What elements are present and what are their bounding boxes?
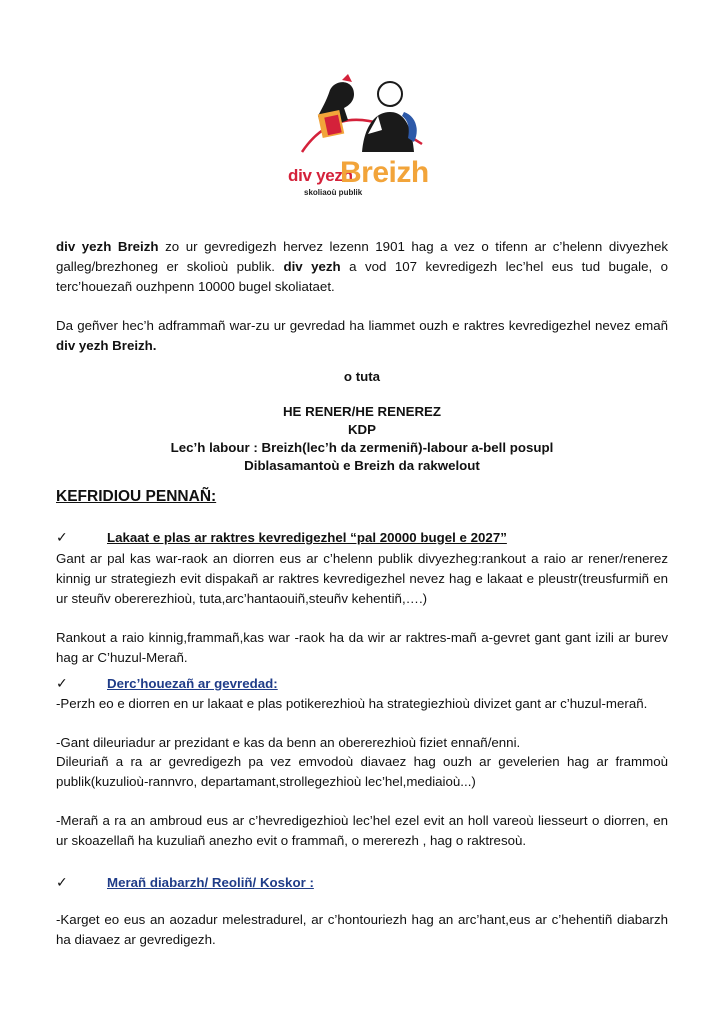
logo-brand-small: div yezh: [288, 166, 353, 185]
checkmark-icon: ✓: [56, 874, 68, 890]
mission-1-heading: Lakaat e plas ar raktres kevredigezhel “pal 20000 bugel e 2027”: [107, 530, 507, 545]
logo-brand-big: Breizh: [340, 156, 429, 189]
section-title: KEFRIDIOU PENNAÑ:: [56, 488, 217, 505]
div-yezh-logo: [282, 72, 442, 206]
mission-1-line-5: hag ar C’huzul-Merañ.: [56, 650, 188, 665]
job-title: HE RENER/HE RENEREZ: [282, 404, 442, 419]
intro-line-2: [56, 257, 668, 277]
mission-1-line-4: Rankout a raio kinnig,frammañ,kas war -raok ha da wir ar raktres-mañ a-gevret gant gant izili ar burev: [56, 630, 668, 645]
job-travel: Diblasamantoù e Breizh da rakwelout: [244, 458, 480, 473]
mission-3-heading: Merañ diabarzh/ Reoliñ/ Koskor :: [107, 875, 314, 890]
intro-text: a vod 107 kevredigezh lec’hel eus tud bugale, o: [340, 259, 669, 274]
mission-3-line-2: ha diavaez ar gevredigezh.: [56, 932, 216, 947]
mission-2-line-1: -Perzh eo e diorren en ur lakaat e plas potikerezhioù ha strategiezhioù divizet gant ar c’huzul-merañ.: [56, 696, 648, 711]
mission-1-line-3: ur steuñv obererezhioù, tuta,arc’hantaouiñ,steuñv kehentiñ,….): [56, 591, 428, 606]
org-name: div yezh Breizh: [56, 239, 159, 254]
intro-line-1: [56, 237, 668, 257]
job-place: Lec’h labour : Breizh(lec’h da zermeniñ)-labour a-bell posupl: [170, 440, 554, 455]
mission-1-line-2: kinnig ur strategiezh evit dispakañ ar raktres kevredigezhel nevez hag e lakaat e pleustr(treusfurmiñ en: [56, 571, 668, 586]
logo-tagline: skoliaoù publik: [304, 188, 363, 197]
intro-text: zo ur gevredigezh hervez lezenn 1901 hag a vez o tifenn ar c’helenn divyezhek: [158, 239, 668, 254]
org-name: div yezh Breizh.: [56, 338, 157, 353]
mission-2-line-6: ur skoazellañ ha kuzuliañ anezho evit o frammañ, o mererezh , hag o raktresoù.: [56, 833, 527, 848]
intro-line-3: terc’houezañ ouzhpenn 10000 bugel skoliataet.: [56, 279, 335, 294]
checkmark-icon: ✓: [56, 675, 68, 691]
mission-2-line-2: -Gant dileuriadur ar prezidant e kas da benn an obererezhioù fiziet ennañ/enni.: [56, 735, 521, 750]
mission-1-line-1: Gant ar pal kas war-raok an diorren eus ar c’helenn publik divyezheg:rankout a raio ar rener/renerez: [56, 551, 668, 566]
mission-2-line-3: Dileuriañ a ra ar gevredigezh pa vez emvodoù diavaez hag ouzh ar gevelerien hag ar frammoù: [56, 754, 668, 769]
para2-line-1: Da geñver hec’h adframmañ war-zu ur gevredad ha liammet ouzh e raktres kevredigezhel nevez emañ: [56, 318, 668, 333]
job-contract: KDP: [347, 422, 377, 437]
intro-text: galleg/brezhoneg er skolioù publik.: [56, 259, 284, 274]
mission-3-line-1: -Karget eo eus an aozadur melestradurel, ar c’hontouriezh hag an arc’hant,eus ar c’hehentiñ diabarzh: [56, 912, 668, 927]
mission-2-heading: Derc’houezañ ar gevredad:: [107, 676, 278, 691]
mission-2-line-5: -Merañ a ra an ambroud eus ar c’hevredigezhioù lec’hel ezel evit an holl vareoù liesseurt o diorren, en: [56, 813, 668, 828]
org-short-name: div yezh: [283, 259, 341, 274]
job-intro: o tuta: [343, 369, 381, 384]
para2-line-2: [56, 336, 668, 356]
mission-2-line-4: publik(kuzulioù-rannvro, departamant,strollegezhioù lec’hel,mediaioù...): [56, 774, 476, 789]
checkmark-icon: ✓: [56, 529, 68, 545]
